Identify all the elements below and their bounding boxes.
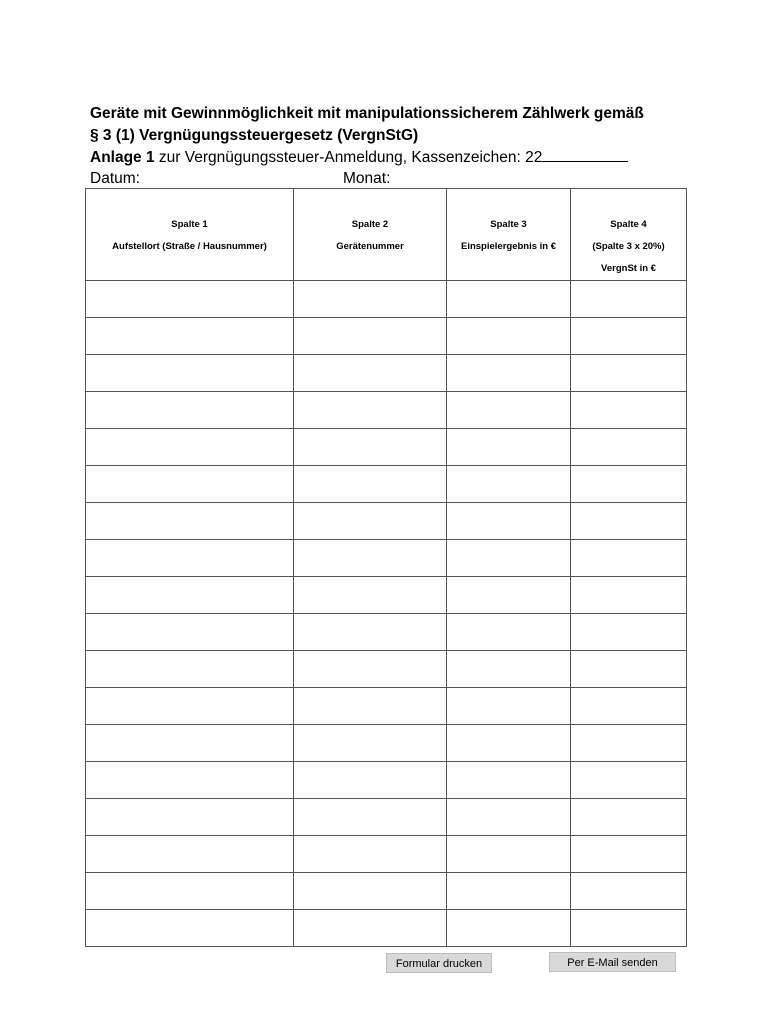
table-cell-input[interactable] (86, 873, 294, 910)
table-cell-input[interactable] (571, 503, 687, 540)
table-cell-input[interactable] (86, 540, 294, 577)
table-row (86, 651, 687, 688)
table-cell-input[interactable] (294, 910, 447, 947)
table-cell-input[interactable] (294, 466, 447, 503)
table-row (86, 429, 687, 466)
table-cell-input[interactable] (294, 762, 447, 799)
table-cell-input[interactable] (86, 651, 294, 688)
table-row (86, 688, 687, 725)
table-cell-input[interactable] (571, 429, 687, 466)
column-header-3 (447, 189, 571, 281)
table-cell-input[interactable] (447, 762, 571, 799)
form-title-line-2: § 3 (1) Vergnügungssteuergesetz (VergnStG) (90, 127, 419, 144)
table-cell-input[interactable] (571, 762, 687, 799)
geraete-table (85, 188, 687, 947)
table-cell-input[interactable] (294, 725, 447, 762)
anlage-text: zur Vergnügungssteuer-Anmeldung, Kassenzeichen: 22 (154, 149, 543, 166)
column-subtitle: VergnSt in € (601, 263, 656, 274)
table-cell-input[interactable] (571, 318, 687, 355)
table-cell-input[interactable] (86, 762, 294, 799)
table-cell-input[interactable] (571, 725, 687, 762)
column-header-1 (86, 189, 294, 281)
table-cell-input[interactable] (447, 466, 571, 503)
table-cell-input[interactable] (86, 910, 294, 947)
table-cell-input[interactable] (294, 614, 447, 651)
table-cell-input[interactable] (294, 873, 447, 910)
table-cell-input[interactable] (571, 392, 687, 429)
form-title-line-1: Geräte mit Gewinnmöglichkeit mit manipulationssicherem Zählwerk gemäß (90, 105, 644, 122)
table-cell-input[interactable] (294, 503, 447, 540)
table-cell-input[interactable] (447, 873, 571, 910)
table-cell-input[interactable] (571, 873, 687, 910)
table-cell-input[interactable] (447, 836, 571, 873)
column-header-2 (294, 189, 447, 281)
table-cell-input[interactable] (447, 281, 571, 318)
table-cell-input[interactable] (294, 836, 447, 873)
table-cell-input[interactable] (86, 799, 294, 836)
form-header (90, 103, 690, 189)
anlage-line (90, 147, 690, 169)
table-row (86, 577, 687, 614)
table-row (86, 910, 687, 947)
column-spalte-label: Spalte 2 (351, 219, 389, 230)
table-row (86, 281, 687, 318)
table-cell-input[interactable] (447, 577, 571, 614)
table-cell-input[interactable] (571, 651, 687, 688)
column-spalte-label: Spalte 4 (610, 219, 647, 230)
table-cell-input[interactable] (571, 836, 687, 873)
table-row (86, 540, 687, 577)
table-cell-input[interactable] (294, 281, 447, 318)
table-cell-input[interactable] (447, 688, 571, 725)
table-row (86, 355, 687, 392)
table-cell-input[interactable] (86, 318, 294, 355)
table-cell-input[interactable] (571, 577, 687, 614)
kassenzeichen-field[interactable] (542, 147, 628, 162)
table-cell-input[interactable] (571, 910, 687, 947)
table-cell-input[interactable] (294, 799, 447, 836)
table-row (86, 503, 687, 540)
send-email-button[interactable]: Per E-Mail senden (549, 952, 676, 972)
column-header-4 (571, 189, 687, 281)
table-row (86, 725, 687, 762)
table-row (86, 466, 687, 503)
table-cell-input[interactable] (571, 799, 687, 836)
table-cell-input[interactable] (571, 466, 687, 503)
table-row (86, 318, 687, 355)
table-cell-input[interactable] (447, 318, 571, 355)
table-cell-input[interactable] (86, 688, 294, 725)
table-cell-input[interactable] (571, 688, 687, 725)
table-row (86, 392, 687, 429)
column-title: Aufstellort (Straße / Hausnummer) (112, 241, 267, 252)
table-cell-input[interactable] (447, 614, 571, 651)
table-cell-input[interactable] (86, 836, 294, 873)
table-cell-input[interactable] (294, 577, 447, 614)
table-row (86, 873, 687, 910)
monat-label: Monat: (343, 170, 391, 187)
table-cell-input[interactable] (571, 614, 687, 651)
table-row (86, 836, 687, 873)
column-spalte-label: Spalte 3 (490, 219, 527, 230)
table-cell-input[interactable] (86, 577, 294, 614)
table-cell-input[interactable] (294, 540, 447, 577)
table-cell-input[interactable] (571, 355, 687, 392)
table-row (86, 762, 687, 799)
column-spalte-label: Spalte 1 (171, 219, 208, 230)
table-cell-input[interactable] (294, 355, 447, 392)
table-cell-input[interactable] (86, 466, 294, 503)
table-cell-input[interactable] (447, 725, 571, 762)
datum-label: Datum: (90, 170, 140, 187)
table-row (86, 614, 687, 651)
column-title: Einspielergebnis in € (460, 241, 557, 252)
table-cell-input[interactable] (447, 651, 571, 688)
table-cell-input[interactable] (86, 281, 294, 318)
table-cell-input[interactable] (447, 355, 571, 392)
table-cell-input[interactable] (294, 651, 447, 688)
table-cell-input[interactable] (447, 540, 571, 577)
table-cell-input[interactable] (86, 392, 294, 429)
table-cell-input[interactable] (447, 910, 571, 947)
table-cell-input[interactable] (86, 355, 294, 392)
table-cell-input[interactable] (294, 318, 447, 355)
table-row (86, 799, 687, 836)
print-form-button[interactable]: Formular drucken (386, 953, 492, 973)
table-cell-input[interactable] (294, 392, 447, 429)
datum-monat-line (90, 169, 690, 189)
table-header-row (86, 189, 687, 281)
table-cell-input[interactable] (447, 503, 571, 540)
table-cell-input[interactable] (86, 725, 294, 762)
table-cell-input[interactable] (447, 799, 571, 836)
table-cell-input[interactable] (571, 540, 687, 577)
anlage-label: Anlage 1 (90, 149, 155, 166)
table-cell-input[interactable] (571, 281, 687, 318)
table-cell-input[interactable] (294, 688, 447, 725)
column-title: Gerätenummer (336, 241, 404, 252)
table-cell-input[interactable] (86, 614, 294, 651)
table-cell-input[interactable] (86, 503, 294, 540)
table-cell-input[interactable] (86, 429, 294, 466)
table-cell-input[interactable] (447, 392, 571, 429)
table-cell-input[interactable] (294, 429, 447, 466)
table-cell-input[interactable] (447, 429, 571, 466)
column-title: (Spalte 3 x 20%) (592, 241, 665, 252)
